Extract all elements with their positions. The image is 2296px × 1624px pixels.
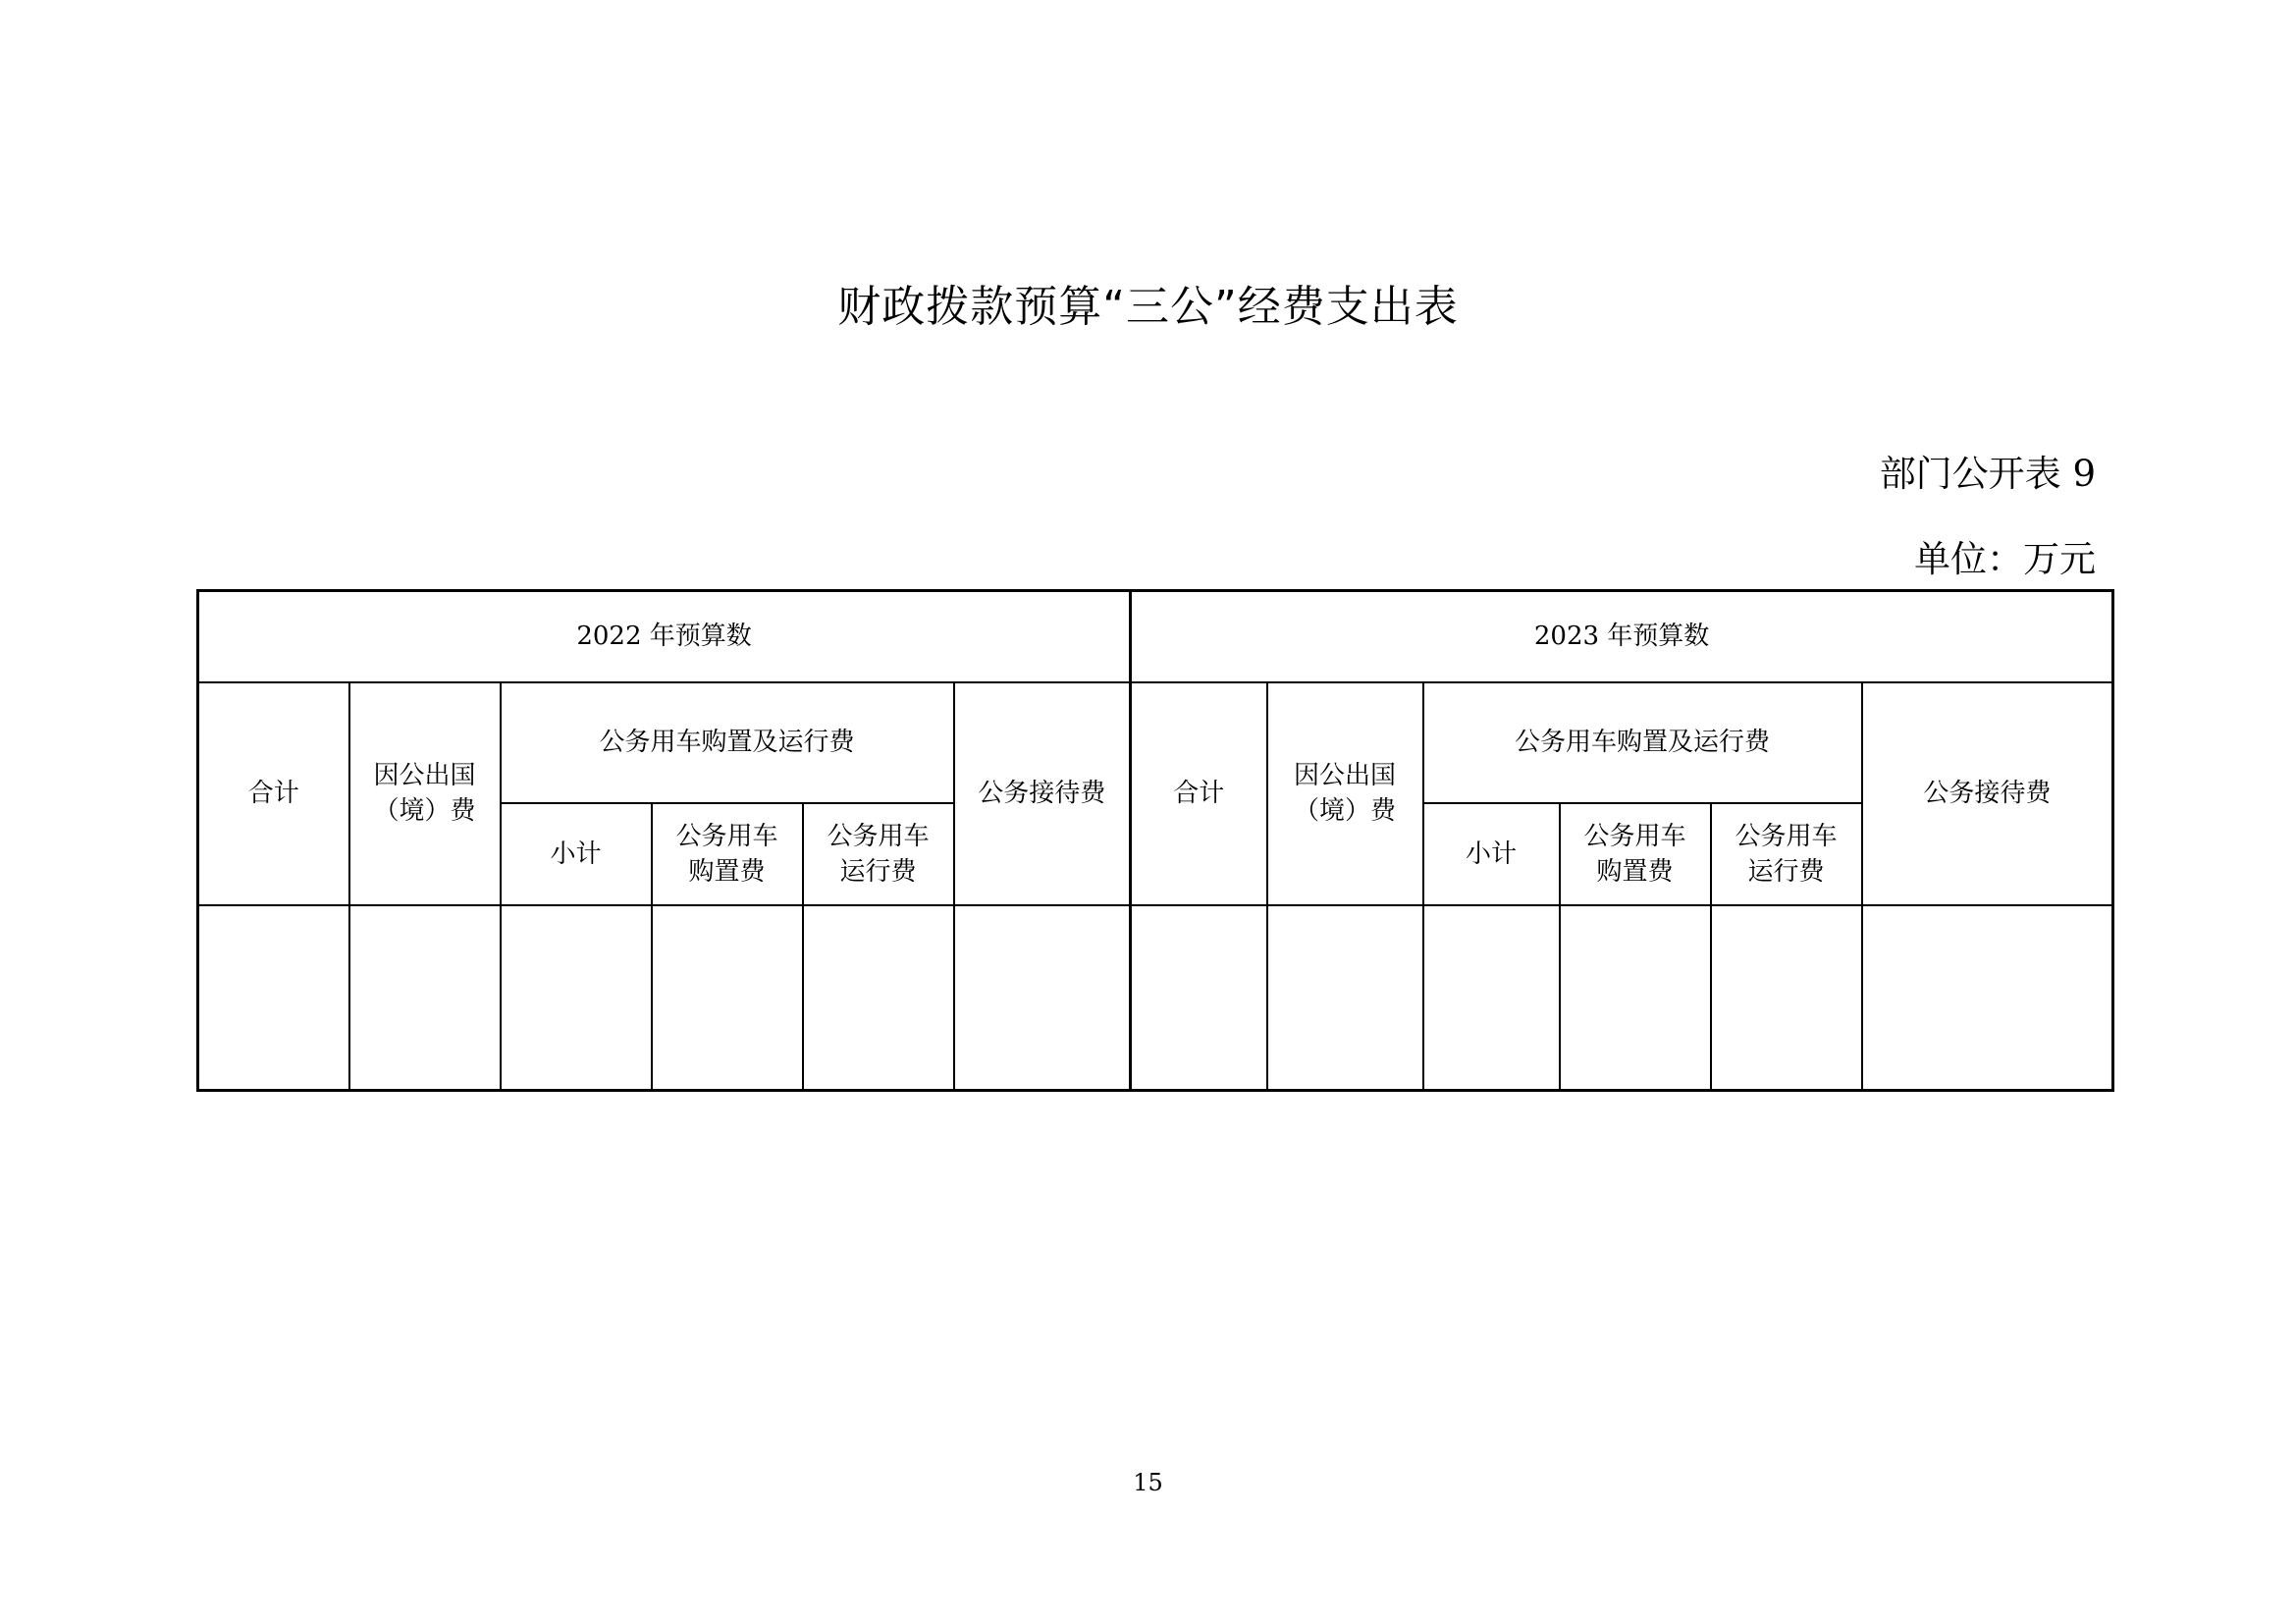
header-2023-vehicle-purchase-line1: 公务用车 [1583,821,1686,851]
data-cell-2023-reception [1862,905,2113,1091]
header-2023-total: 合计 [1131,682,1267,905]
data-cell-2022-vehicle-purchase [652,905,803,1091]
data-cell-2023-total [1131,905,1267,1091]
header-2023-vehicle-operation-line2: 运行费 [1747,856,1825,887]
header-2023-vehicle: 公务用车购置及运行费 [1423,682,1862,803]
form-number: 部门公开表 9 [1879,453,2096,495]
data-cell-2023-subtotal [1423,905,1560,1091]
header-2022-vehicle-purchase [652,803,803,905]
three-public-expenses-table [196,589,2114,1092]
header-2022-vehicle-operation-line2: 运行费 [839,856,917,887]
header-2022-reception: 公务接待费 [954,682,1131,905]
data-cell-2023-vehicle-purchase [1560,905,1711,1091]
header-2023-subtotal: 小计 [1423,803,1560,905]
header-2022-vehicle-purchase-line1: 公务用车 [675,821,778,851]
header-2022-overseas-line2: （境）费 [373,796,476,826]
header-2022-vehicle-operation [803,803,954,905]
unit-label: 单位：万元 [1914,538,2096,580]
page-title: 财政拨款预算“三公”经费支出表 [837,282,1459,332]
data-cell-2022-overseas [349,905,501,1091]
table-row [198,905,2113,1091]
data-cell-2022-vehicle-operation [803,905,954,1091]
header-2023-overseas-line1: 因公出国 [1294,761,1397,790]
header-2022-vehicle-operation-line1: 公务用车 [827,821,930,851]
header-2023-overseas-line2: （境）费 [1294,796,1397,826]
page-number: 15 [1133,1469,1163,1496]
data-cell-2022-reception [954,905,1131,1091]
header-2022-total: 合计 [198,682,349,905]
data-cell-2022-subtotal [501,905,652,1091]
header-2022-overseas [349,682,501,905]
header-2023-reception: 公务接待费 [1862,682,2113,905]
header-2022-budget: 2022 年预算数 [198,591,1131,682]
header-2022-vehicle-purchase-line2: 购置费 [688,856,766,887]
data-cell-2022-total [198,905,349,1091]
header-2023-budget: 2023 年预算数 [1131,591,2113,682]
data-cell-2023-overseas [1267,905,1423,1091]
header-2023-vehicle-operation-line1: 公务用车 [1735,821,1838,851]
header-2022-subtotal: 小计 [501,803,652,905]
header-2023-vehicle-purchase-line2: 购置费 [1596,856,1674,887]
data-cell-2023-vehicle-operation [1711,905,1862,1091]
header-2023-vehicle-purchase [1560,803,1711,905]
header-2023-vehicle-operation [1711,803,1862,905]
header-2023-overseas [1267,682,1423,905]
header-2022-vehicle: 公务用车购置及运行费 [501,682,954,803]
header-2022-overseas-line1: 因公出国 [373,761,476,790]
